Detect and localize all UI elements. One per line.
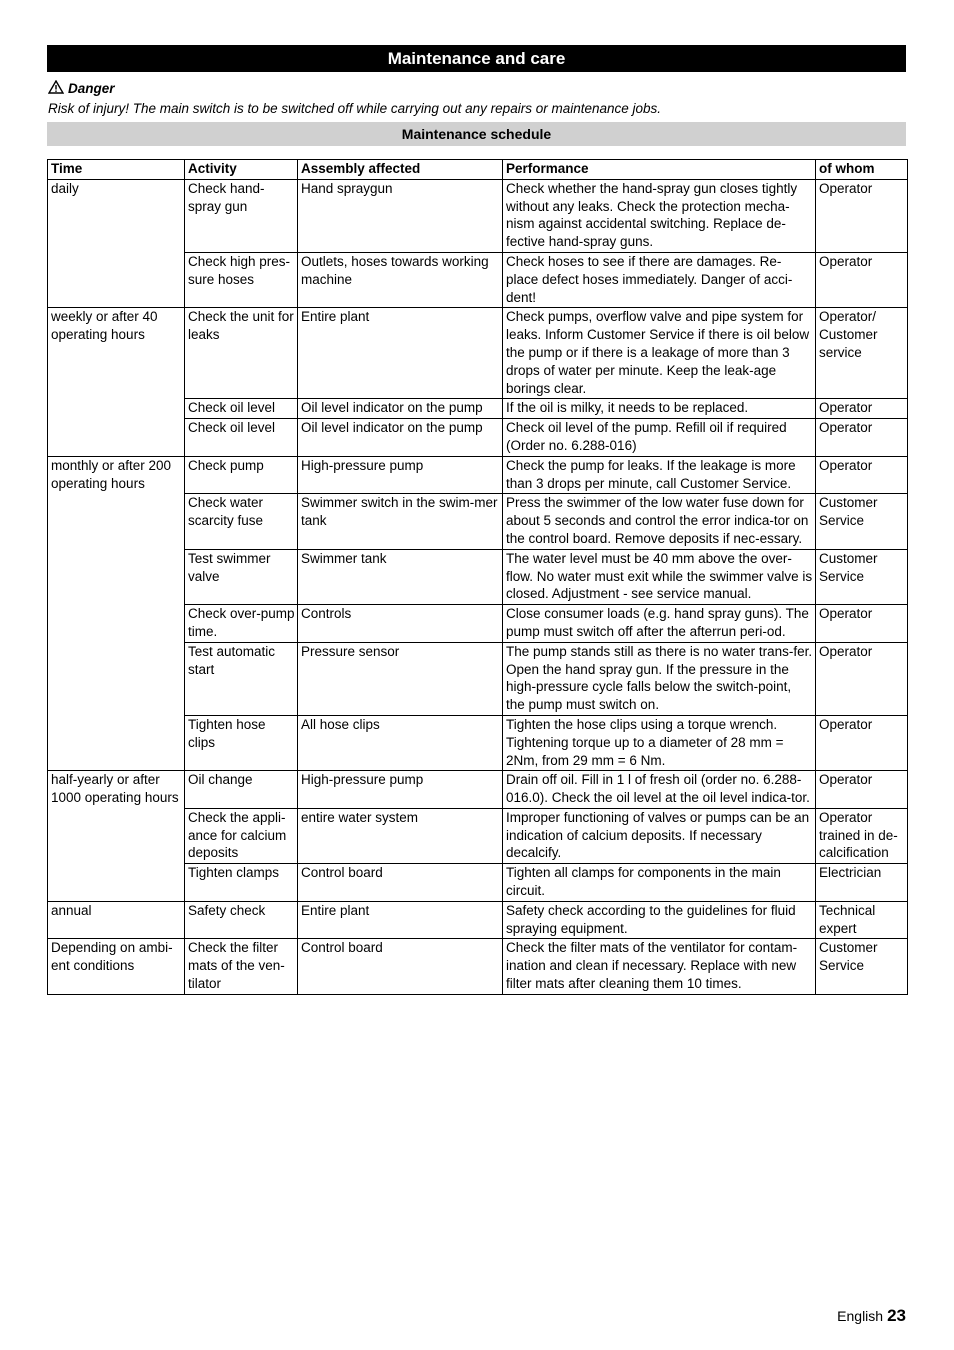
cell-activity: Tighten clamps xyxy=(185,864,298,902)
header-time: Time xyxy=(48,160,185,180)
cell-time: weekly or after 40 operating hours xyxy=(48,308,185,399)
table-row xyxy=(48,456,908,494)
maintenance-schedule-table xyxy=(47,159,908,995)
cell-time: daily xyxy=(48,179,185,252)
cell-time: annual xyxy=(48,901,185,939)
cell-performance: The water level must be 40 mm above the over-flow. No water must exit while the swimmer valve is closed. Adjustment - see service manual. xyxy=(503,549,816,604)
page-footer xyxy=(837,1306,906,1326)
cell-assembly: Swimmer switch in the swim-mer tank xyxy=(298,494,503,549)
header-activity: Activity xyxy=(185,160,298,180)
cell-of-whom: Operator trained in de-calcification xyxy=(816,808,908,863)
cell-of-whom: Operator xyxy=(816,642,908,715)
cell-of-whom: Operator/ Customer service xyxy=(816,308,908,399)
cell-assembly: Control board xyxy=(298,939,503,994)
cell-assembly: Hand spraygun xyxy=(298,179,503,252)
cell-performance: Check hoses to see if there are damages. Re-place defect hoses immediately. Danger of acci-dent! xyxy=(503,252,816,307)
warning-triangle-icon xyxy=(48,80,64,94)
cell-performance: Drain off oil. Fill in 1 l of fresh oil (order no. 6.288-016.0). Check the oil level at the oil level indica-tor. xyxy=(503,771,816,809)
cell-time xyxy=(48,399,185,419)
table-row xyxy=(48,642,908,715)
table-row xyxy=(48,419,908,457)
cell-of-whom: Operator xyxy=(816,179,908,252)
cell-time xyxy=(48,864,185,902)
cell-performance: Check the pump for leaks. If the leakage is more than 3 drops per minute, call Customer Service. xyxy=(503,456,816,494)
cell-assembly: Oil level indicator on the pump xyxy=(298,399,503,419)
cell-performance: Check pumps, overflow valve and pipe system for leaks. Inform Customer Service if there is oil below the pump or if there is a leakage of more than 3 drops of water per minute. Keep the leak-age borings clear. xyxy=(503,308,816,399)
table-row xyxy=(48,549,908,604)
cell-performance: Check oil level of the pump. Refill oil if required (Order no. 6.288-016) xyxy=(503,419,816,457)
danger-label: Danger xyxy=(68,81,115,96)
cell-activity: Check pump xyxy=(185,456,298,494)
header-performance: Performance xyxy=(503,160,816,180)
section-title: Maintenance schedule xyxy=(47,122,906,146)
cell-performance: Check the filter mats of the ventilator for contam-ination and clean if necessary. Replace with new filter mats after cleaning them 10 times. xyxy=(503,939,816,994)
cell-of-whom: Customer Service xyxy=(816,494,908,549)
cell-of-whom: Customer Service xyxy=(816,939,908,994)
cell-activity: Check over-pump time. xyxy=(185,605,298,643)
cell-assembly: High-pressure pump xyxy=(298,456,503,494)
cell-time: Depending on ambi-ent conditions xyxy=(48,939,185,994)
cell-performance: Close consumer loads (e.g. hand spray guns). The pump must switch off after the afterrun peri-od. xyxy=(503,605,816,643)
cell-of-whom: Operator xyxy=(816,605,908,643)
table-row xyxy=(48,901,908,939)
cell-assembly: Control board xyxy=(298,864,503,902)
cell-performance: The pump stands still as there is no water trans-fer. Open the hand spray gun. If the pressure in the high-pressure cycle falls below the switch-point, the pump must switch on. xyxy=(503,642,816,715)
table-row xyxy=(48,399,908,419)
table-row xyxy=(48,771,908,809)
cell-performance: Tighten the hose clips using a torque wrench. Tightening torque up to a diameter of 28 mm = 2Nm, from 29 mm = 6 Nm. xyxy=(503,715,816,770)
cell-activity: Oil change xyxy=(185,771,298,809)
cell-activity: Check the filter mats of the ven-tilator xyxy=(185,939,298,994)
cell-of-whom: Customer Service xyxy=(816,549,908,604)
cell-performance: Improper functioning of valves or pumps can be an indication of calcium deposits. If necessary decalcify. xyxy=(503,808,816,863)
cell-assembly: Swimmer tank xyxy=(298,549,503,604)
cell-activity: Tighten hose clips xyxy=(185,715,298,770)
header-assembly: Assembly affected xyxy=(298,160,503,180)
cell-time xyxy=(48,808,185,863)
cell-assembly: All hose clips xyxy=(298,715,503,770)
cell-performance: Check whether the hand-spray gun closes tightly without any leaks. Check the protection mecha-nism against accidental switching. Replace de-fective hand-spray guns. xyxy=(503,179,816,252)
cell-assembly: Controls xyxy=(298,605,503,643)
cell-time xyxy=(48,715,185,770)
cell-assembly: entire water system xyxy=(298,808,503,863)
cell-of-whom: Operator xyxy=(816,399,908,419)
cell-assembly: High-pressure pump xyxy=(298,771,503,809)
cell-activity: Check the appli-ance for calcium deposits xyxy=(185,808,298,863)
table-row xyxy=(48,605,908,643)
cell-of-whom: Operator xyxy=(816,252,908,307)
cell-of-whom: Operator xyxy=(816,771,908,809)
cell-performance: Tighten all clamps for components in the main circuit. xyxy=(503,864,816,902)
cell-activity: Check high pres-sure hoses xyxy=(185,252,298,307)
cell-performance: If the oil is milky, it needs to be replaced. xyxy=(503,399,816,419)
cell-of-whom: Technical expert xyxy=(816,901,908,939)
cell-performance: Safety check according to the guidelines for fluid spraying equipment. xyxy=(503,901,816,939)
cell-time: monthly or after 200 operating hours xyxy=(48,456,185,494)
cell-activity: Check oil level xyxy=(185,419,298,457)
table-row xyxy=(48,308,908,399)
table-header-row xyxy=(48,160,908,180)
table-row xyxy=(48,808,908,863)
cell-assembly: Outlets, hoses towards working machine xyxy=(298,252,503,307)
cell-assembly: Entire plant xyxy=(298,901,503,939)
table-row xyxy=(48,864,908,902)
cell-performance: Press the swimmer of the low water fuse down for about 5 seconds and control the error indica-tor on the control board. Remove deposits if nec-essary. xyxy=(503,494,816,549)
danger-text: Risk of injury! The main switch is to be switched off while carrying out any repairs or maintenance jobs. xyxy=(48,101,662,116)
cell-activity: Check oil level xyxy=(185,399,298,419)
cell-activity: Check the unit for leaks xyxy=(185,308,298,399)
cell-activity: Check water scarcity fuse xyxy=(185,494,298,549)
cell-assembly: Oil level indicator on the pump xyxy=(298,419,503,457)
table-body xyxy=(48,179,908,994)
cell-activity: Check hand-spray gun xyxy=(185,179,298,252)
cell-time xyxy=(48,419,185,457)
cell-time xyxy=(48,642,185,715)
cell-activity: Test swimmer valve xyxy=(185,549,298,604)
cell-of-whom: Electrician xyxy=(816,864,908,902)
danger-heading xyxy=(48,80,115,98)
page-title: Maintenance and care xyxy=(47,45,906,72)
cell-time: half-yearly or after 1000 operating hours xyxy=(48,771,185,809)
cell-time xyxy=(48,494,185,549)
footer-language: English xyxy=(837,1308,884,1324)
cell-time xyxy=(48,549,185,604)
table-row xyxy=(48,715,908,770)
cell-of-whom: Operator xyxy=(816,419,908,457)
cell-time xyxy=(48,605,185,643)
cell-assembly: Entire plant xyxy=(298,308,503,399)
cell-of-whom: Operator xyxy=(816,715,908,770)
cell-activity: Safety check xyxy=(185,901,298,939)
table-row xyxy=(48,494,908,549)
table-row xyxy=(48,179,908,252)
cell-assembly: Pressure sensor xyxy=(298,642,503,715)
cell-time xyxy=(48,252,185,307)
header-of-whom: of whom xyxy=(816,160,908,180)
cell-activity: Test automatic start xyxy=(185,642,298,715)
page-number: 23 xyxy=(887,1306,906,1325)
cell-of-whom: Operator xyxy=(816,456,908,494)
table-row xyxy=(48,252,908,307)
table-row xyxy=(48,939,908,994)
